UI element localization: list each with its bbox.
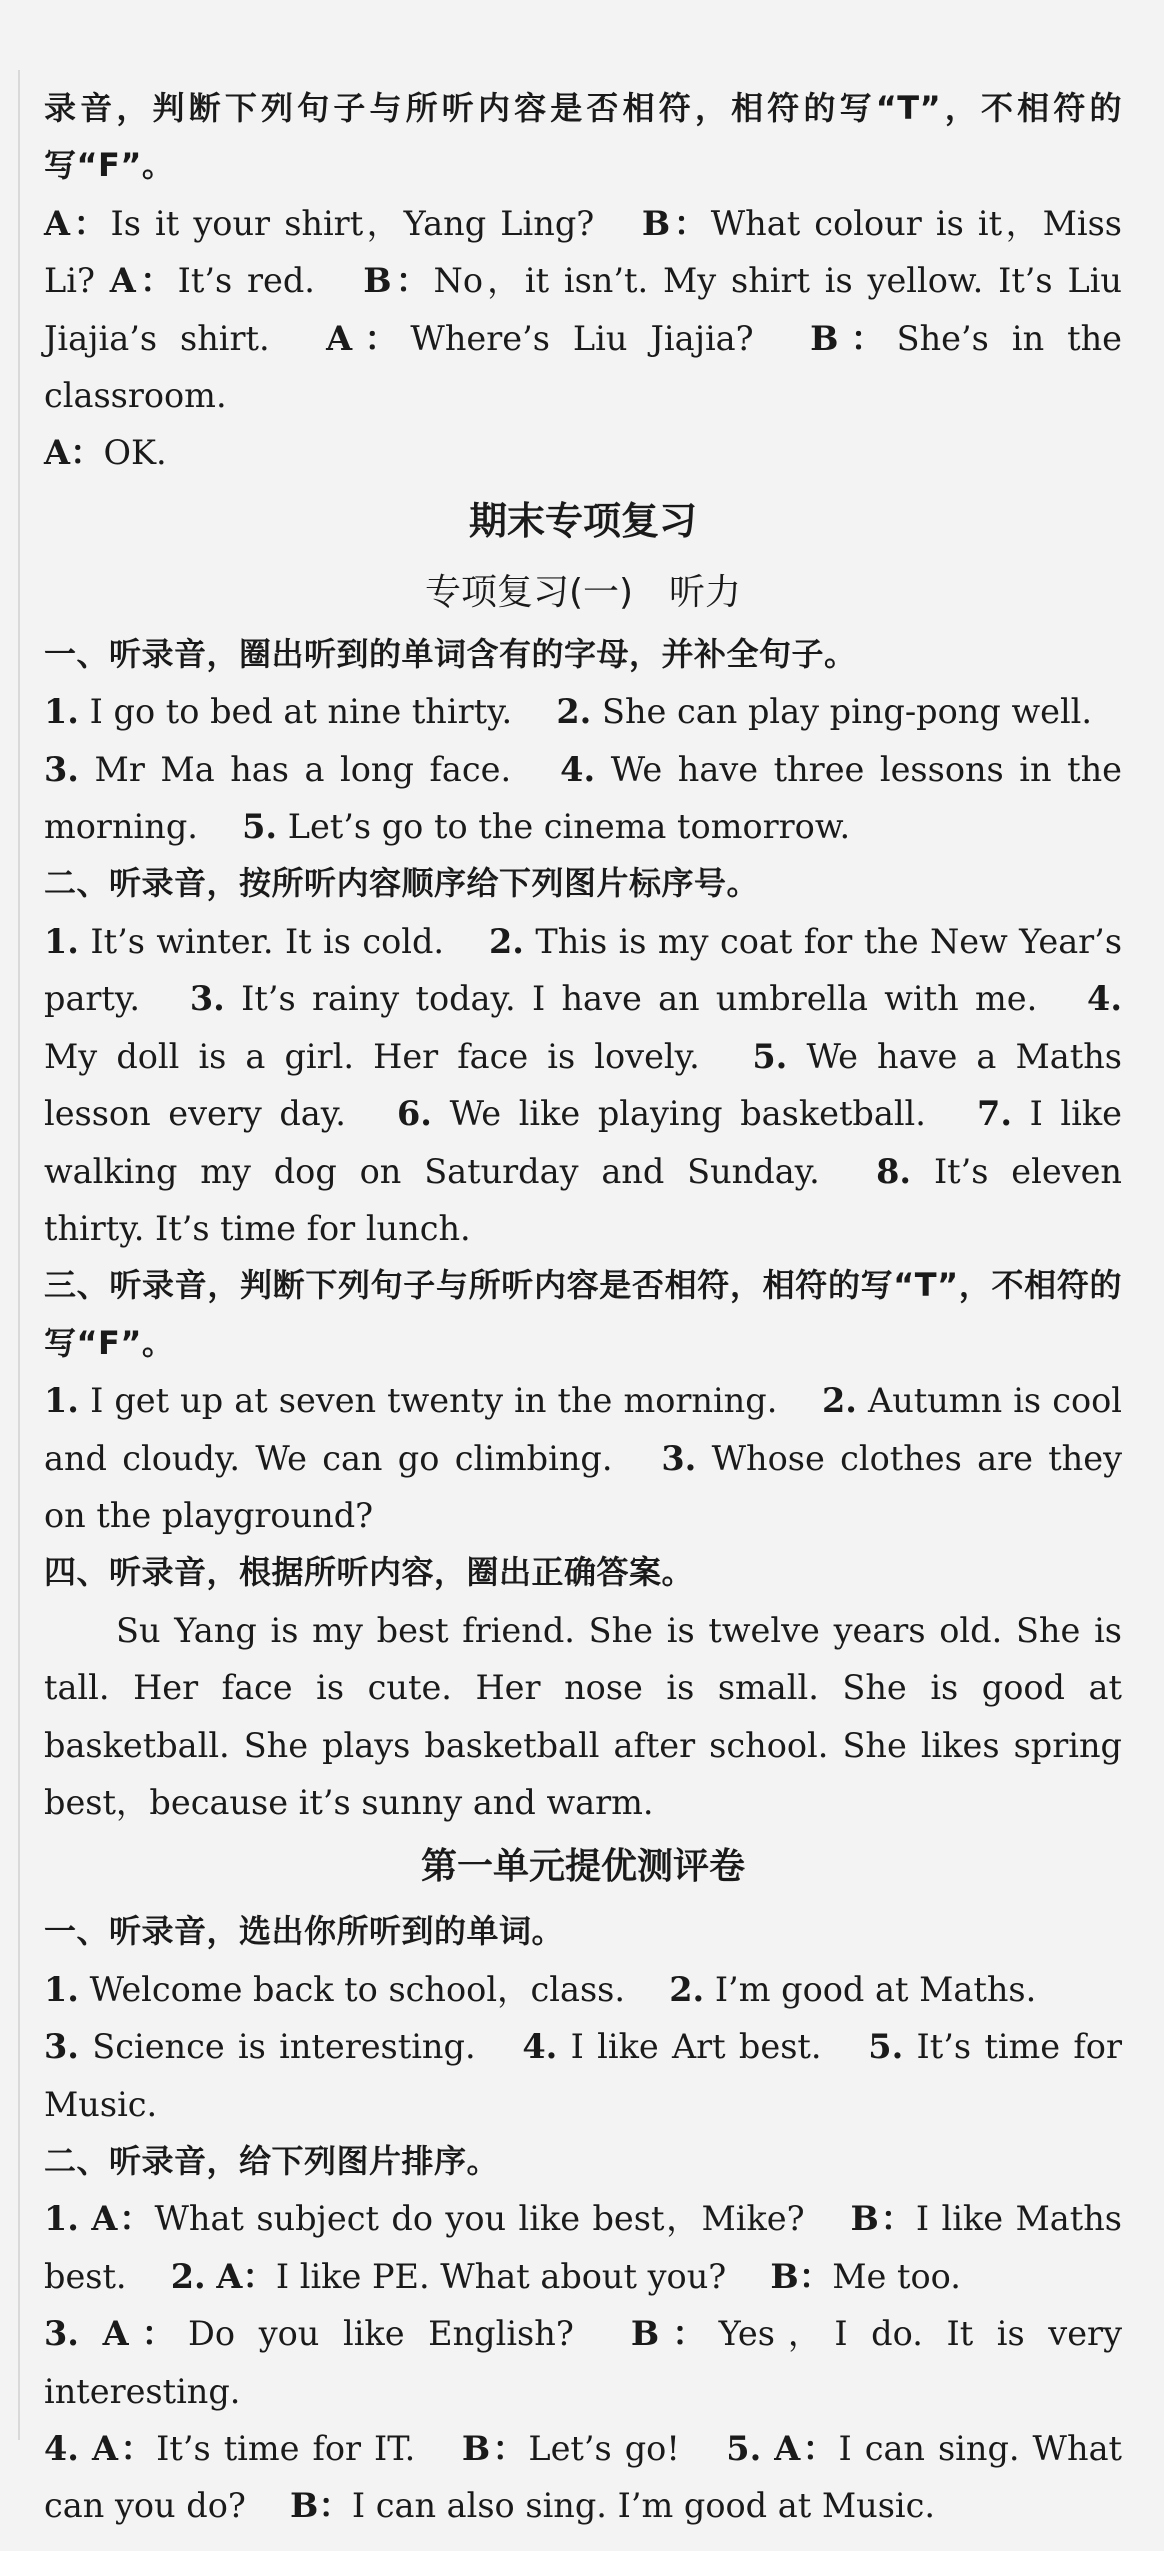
dialogue-line: What subject do you like best，Mike? <box>154 2199 805 2239</box>
item-number: 4. <box>560 749 596 789</box>
item-text: Let’s go to the cinema tomorrow. <box>287 807 851 847</box>
speaker-label: A： <box>216 2256 276 2296</box>
item-text: Mr Ma has a long face. <box>94 749 512 789</box>
speaker-label: B： <box>461 2429 529 2469</box>
item-number: 5. <box>726 2429 762 2469</box>
dialogue-line: Yes，I do. It is very interesting. <box>44 2314 1122 2411</box>
item-number: 1. <box>44 1969 79 2009</box>
speaker-label: A： <box>91 2199 155 2239</box>
speaker-label: B： <box>770 2256 833 2296</box>
section-heading: 三、听录音，判断下列句子与所听内容是否相符，相符的写“T”，不相符的写“F”。 <box>44 1266 1122 1362</box>
page-edge-line <box>18 70 20 2440</box>
item-text: It’s eleven thirty. It’s time for lunch. <box>44 1151 1122 1248</box>
speaker-label: A： <box>44 203 111 243</box>
speaker-label: A： <box>774 2429 839 2469</box>
section-items <box>44 913 1122 1257</box>
dialogue-line: Is it your shirt，Yang Ling? <box>110 203 595 243</box>
dialogue-line: I can also sing. I’m good at Music. <box>351 2486 936 2526</box>
review-title: 期末专项复习 <box>468 498 697 543</box>
speaker-label: A： <box>326 318 411 358</box>
item-text: Autumn is cool and cloudy. We can go climbing. <box>44 1381 1123 1478</box>
item-text: I get up at seven twenty in the morning. <box>90 1381 778 1421</box>
item-text: This is my coat for the New Year’s party. <box>44 921 1123 1019</box>
speaker-label: B： <box>641 203 711 243</box>
dialogue-line: I can sing. What can you do? <box>44 2429 1123 2526</box>
item-number: 4. <box>1087 979 1123 1019</box>
item-number: 7. <box>977 1094 1012 1134</box>
item-text: We have three lessons in the morning. <box>44 749 1123 847</box>
unit-title: 第一单元提优测评卷 <box>420 1846 745 1888</box>
speaker-label: A： <box>91 2429 157 2469</box>
item-text: I go to bed at nine thirty. <box>89 692 513 732</box>
item-number: 3. <box>44 2314 79 2354</box>
item-text: Welcome back to school，class. <box>89 1969 626 2009</box>
item-number: 3. <box>189 979 225 1019</box>
section-items <box>44 683 1122 855</box>
item-text: We have a Maths lesson every day. <box>44 1036 1122 1134</box>
speaker-label: A： <box>102 2314 189 2354</box>
section-heading: 四、听录音，根据所听内容，圈出正确答案。 <box>44 1553 695 1592</box>
item-number: 8. <box>876 1151 912 1191</box>
section-heading: 一、听录音，圈出听到的单词含有的字母，并补全句子。 <box>44 634 857 673</box>
speaker-label: A： <box>44 433 104 473</box>
item-number: 1. <box>44 692 79 732</box>
section-items <box>44 2190 1122 2534</box>
item-number: 4. <box>522 2027 558 2067</box>
speaker-label: B： <box>850 2199 916 2239</box>
speaker-label: B： <box>630 2314 719 2354</box>
intro-heading: 录音，判断下列句子与所听内容是否相符，相符的写“T”，不相符的写“F”。 <box>44 89 1122 185</box>
section-heading: 二、听录音，按所听内容顺序给下列图片标序号。 <box>44 864 760 903</box>
item-number: 2. <box>170 2256 206 2296</box>
speaker-label: B： <box>810 318 897 358</box>
item-number: 5. <box>868 2027 904 2067</box>
item-number: 4. <box>44 2429 79 2469</box>
item-text: I like walking my dog on Saturday and Sunday. <box>44 1094 1122 1191</box>
item-text: It’s time for Music. <box>44 2027 1122 2124</box>
dialogue-line: It’s time for IT. <box>156 2429 416 2469</box>
item-number: 5. <box>752 1036 788 1076</box>
review-subtitle: 专项复习(一) 听力 <box>424 571 742 613</box>
item-text: I’m good at Maths. <box>714 1969 1037 2009</box>
item-number: 2. <box>556 692 592 732</box>
item-text: It’s winter. It is cold. <box>90 921 445 961</box>
intro-dialogue <box>44 195 1122 482</box>
speaker-label: A： <box>109 261 178 301</box>
item-number: 1. <box>44 921 79 961</box>
item-text: Whose clothes are they on the playground? <box>44 1438 1123 1535</box>
dialogue-line: No，it isn’t. My shirt is yellow. It’s Liu Jiajia’s shirt. <box>44 261 1122 358</box>
dialogue-line: It’s red. <box>177 261 315 301</box>
listening-passage: Su Yang is my best friend. She is twelve years old. She is tall. Her face is cute. Her nose is small. She is good at basketball. She plays basketball after school. She likes spring best，because it’s sunny and warm. <box>44 1610 1122 1822</box>
item-text: It’s rainy today. I have an umbrella with me. <box>241 979 1038 1019</box>
item-number: 6. <box>397 1094 432 1134</box>
item-number: 3. <box>44 2027 79 2067</box>
item-number: 3. <box>661 1438 697 1478</box>
item-text: Science is interesting. <box>92 2027 476 2067</box>
speaker-label: B： <box>363 261 434 301</box>
item-number: 5. <box>242 807 278 847</box>
dialogue-line: Do you like English? <box>188 2314 574 2354</box>
item-number: 1. <box>44 2199 79 2239</box>
item-text: She can play ping-pong well. <box>602 692 1093 732</box>
section-items <box>44 1961 1122 2133</box>
dialogue-line: Let’s go! <box>528 2429 680 2469</box>
dialogue-line: Where’s Liu Jiajia? <box>410 318 754 358</box>
dialogue-line: OK. <box>103 433 167 473</box>
dialogue-line: What colour is it，Miss Li? <box>44 203 1122 301</box>
item-text: I like Art best. <box>570 2027 822 2067</box>
section-heading: 一、听录音，选出你所听到的单词。 <box>44 1912 565 1951</box>
dialogue-line: Me too. <box>832 2256 961 2296</box>
dialogue-line: I like Maths best. <box>44 2199 1122 2296</box>
item-text: My doll is a girl. Her face is lovely. <box>44 1036 700 1076</box>
item-number: 3. <box>44 749 79 789</box>
item-text: We like playing basketball. <box>449 1094 926 1134</box>
item-number: 2. <box>488 921 524 961</box>
page-content <box>44 80 1122 2535</box>
dialogue-line: I like PE. What about you? <box>275 2256 727 2296</box>
section-heading: 二、听录音，给下列图片排序。 <box>44 2142 500 2180</box>
item-number: 1. <box>44 1381 79 1421</box>
item-number: 2. <box>669 1969 705 2009</box>
dialogue-line: She’s in the classroom. <box>44 318 1123 416</box>
section-items <box>44 1372 1122 1544</box>
speaker-label: B： <box>290 2486 352 2526</box>
item-number: 2. <box>821 1381 857 1421</box>
